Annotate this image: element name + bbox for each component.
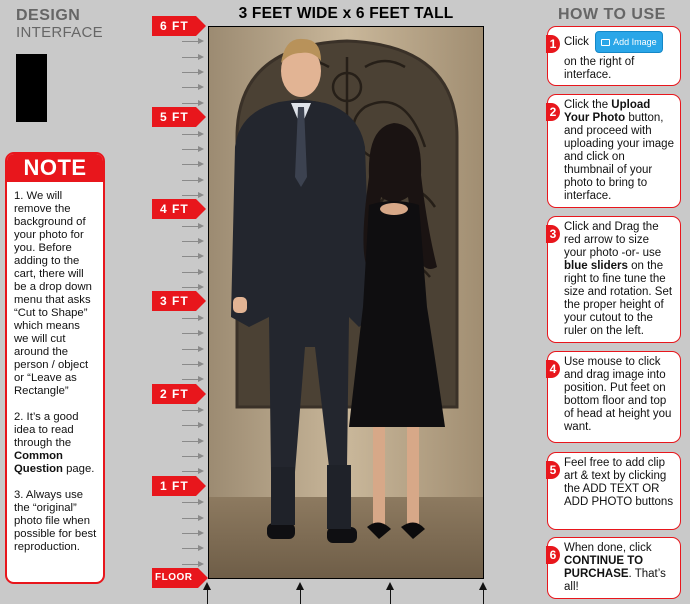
- step-1: 1 Click Add Image on the right of interface.: [547, 26, 681, 86]
- add-image-button[interactable]: Add Image: [595, 31, 663, 53]
- ruler-label: 6 FT: [152, 16, 206, 36]
- ruler-tick: [182, 146, 206, 153]
- design-title-line2: INTERFACE: [16, 24, 103, 41]
- design-title-line1: DESIGN: [16, 7, 81, 24]
- ruler-tick: [182, 38, 206, 45]
- ruler-tick: [182, 561, 206, 568]
- ruler-tick: [182, 253, 206, 260]
- ruler-tick: [182, 131, 206, 138]
- ruler-label: 1 FT: [152, 476, 206, 496]
- ruler-tick: [182, 422, 206, 429]
- canvas-dimensions-title: 3 FEET WIDE x 6 FEET TALL: [238, 5, 454, 22]
- ruler-tick: [182, 361, 206, 368]
- ruler-tick: [182, 223, 206, 230]
- ruler-tick: [182, 54, 206, 61]
- ruler-tick: [182, 515, 206, 522]
- ruler-tick: [182, 192, 206, 199]
- uploaded-photo[interactable]: [209, 27, 484, 579]
- note-item-3: 3. Always use the “original” photo file when possible for best reproduction.: [14, 489, 97, 553]
- floor-arrow-icon: [479, 582, 488, 604]
- ruler-tick: [182, 315, 206, 322]
- step-2: 2 Click the Upload Your Photo button, and proceed with uploading your image and click on thumbnail of your photo to bring to interface.: [547, 94, 681, 208]
- step-5: 5 Feel free to add clip art & text by clicking the ADD TEXT OR ADD PHOTO buttons: [547, 452, 681, 530]
- step-6: 6 When done, click CONTINUE TO PURCHASE. That’s all!: [547, 537, 681, 599]
- image-icon: [601, 39, 610, 46]
- step-number: 4: [546, 360, 560, 378]
- note-body: [7, 182, 103, 571]
- step-number: 5: [546, 461, 560, 479]
- floor-arrow-icon: [203, 582, 212, 604]
- common-question-link[interactable]: Common Question: [14, 450, 63, 475]
- ruler-tick: [182, 438, 206, 445]
- ruler-label: 5 FT: [152, 107, 206, 127]
- ruler-tick: [182, 177, 206, 184]
- ruler-tick: [182, 468, 206, 475]
- note-panel: [5, 152, 105, 584]
- ruler-tick: [182, 84, 206, 91]
- ruler-label: FLOOR: [152, 568, 208, 588]
- step-number: 1: [546, 35, 560, 53]
- floor-arrow-icon: [386, 582, 395, 604]
- design-canvas[interactable]: [208, 26, 484, 579]
- ruler-tick: [182, 545, 206, 552]
- ruler-label: 4 FT: [152, 199, 206, 219]
- design-interface-title: [16, 8, 103, 40]
- ruler-tick: [182, 100, 206, 107]
- step-number: 6: [546, 546, 560, 564]
- ruler-tick: [182, 238, 206, 245]
- step-3: 3 Click and Drag the red arrow to size your photo -or- use blue sliders on the right to fine tune the size and rotation. Set the proper height of your cutout to the ruler on the left.: [547, 216, 681, 343]
- ruler-tick: [182, 376, 206, 383]
- step-4: 4 Use mouse to click and drag image into position. Put feet on bottom floor and top of head at height you want.: [547, 351, 681, 443]
- note-item-1: 1. We will remove the background of your photo for you. Before adding to the cart, there will be a drop down menu that asks “Cut to Shape” which means we will cut around the person / object or “Leave as Rectangle”: [14, 190, 92, 397]
- ruler-tick: [182, 330, 206, 337]
- step-number: 3: [546, 225, 560, 243]
- ruler-tick: [182, 499, 206, 506]
- ruler-tick: [182, 269, 206, 276]
- step-number: 2: [546, 103, 560, 121]
- ruler-tick: [182, 346, 206, 353]
- ruler-label: 2 FT: [152, 384, 206, 404]
- floor-arrow-icon: [296, 582, 305, 604]
- ruler-label: 3 FT: [152, 291, 206, 311]
- color-swatch[interactable]: [16, 54, 47, 122]
- ruler-tick: [182, 69, 206, 76]
- ruler-tick: [182, 530, 206, 537]
- note-title: NOTE: [7, 154, 103, 182]
- ruler-tick: [182, 161, 206, 168]
- ruler-tick: [182, 407, 206, 414]
- how-to-use-title: HOW TO USE: [558, 6, 666, 23]
- ruler-tick: [182, 453, 206, 460]
- note-item-2: 2. It’s a good idea to read through the Common Question page.: [14, 411, 95, 475]
